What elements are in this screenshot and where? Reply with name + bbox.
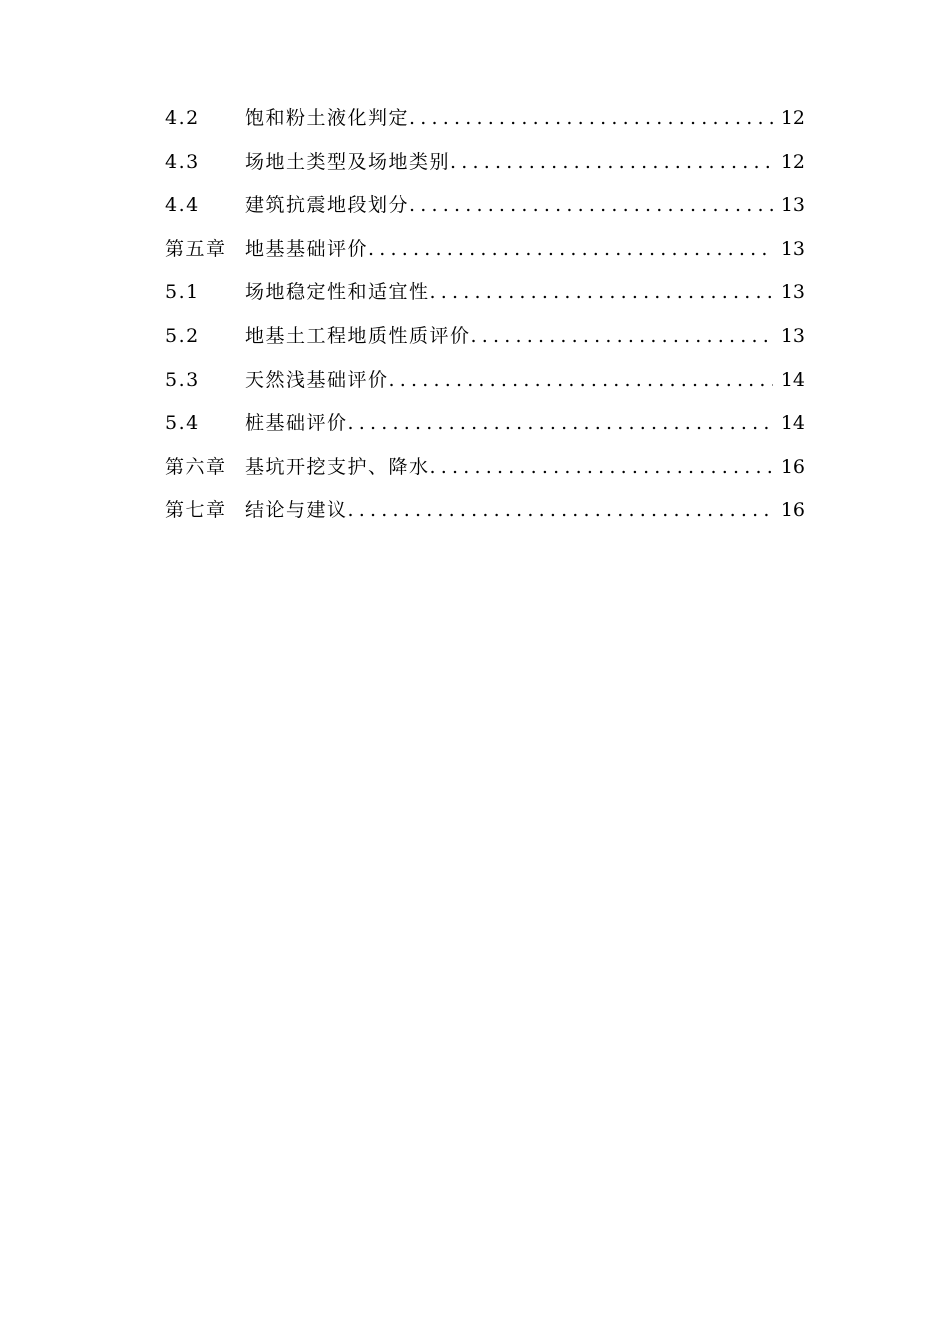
toc-entry-title: 地基土工程地质性质评价 (245, 324, 471, 347)
toc-entry-title: 地基基础评价 (245, 237, 369, 260)
toc-entry-page: 13 (780, 237, 805, 260)
dot-leader (348, 412, 773, 434)
toc-entry-page: 12 (780, 150, 805, 173)
toc-entry-page: 13 (780, 194, 805, 217)
toc-entry-page: 14 (780, 412, 805, 435)
toc-entry-page: 13 (780, 324, 805, 347)
toc-entry-title: 场地稳定性和适宜性 (245, 281, 430, 304)
toc-entry[interactable] (165, 190, 805, 234)
dot-leader (409, 107, 773, 129)
toc-entry-number: 4.2 (165, 107, 200, 129)
toc-entry-number: 5.4 (165, 412, 200, 435)
dot-leader (471, 325, 773, 347)
toc-entry-number: 4.4 (165, 194, 200, 217)
dot-leader (368, 238, 773, 260)
dot-leader (389, 369, 773, 391)
toc-entry-page: 13 (780, 281, 805, 304)
toc-entry[interactable] (165, 147, 805, 191)
toc-entry-number: 第六章 (165, 455, 227, 478)
toc-entry-number: 4.3 (165, 150, 200, 173)
dot-leader (430, 456, 773, 478)
toc-entry-page: 16 (780, 499, 805, 522)
toc-entry[interactable] (165, 495, 805, 539)
toc-entry[interactable] (165, 277, 805, 321)
toc-entry-number: 5.3 (165, 368, 200, 391)
toc-entry[interactable] (165, 103, 805, 147)
table-of-contents (165, 103, 805, 539)
toc-entry-number: 第七章 (165, 499, 227, 522)
toc-entry[interactable] (165, 408, 805, 452)
toc-entry-number: 第五章 (165, 237, 227, 260)
toc-entry-title: 结论与建议 (245, 499, 348, 522)
dot-leader (409, 194, 773, 216)
toc-entry-title: 桩基础评价 (245, 412, 348, 435)
toc-entry[interactable] (165, 321, 805, 365)
toc-entry-number: 5.2 (165, 324, 200, 347)
toc-entry-number: 5.1 (165, 281, 200, 304)
toc-entry-page: 14 (780, 368, 805, 391)
toc-entry[interactable] (165, 365, 805, 409)
toc-entry-page: 16 (780, 455, 805, 478)
toc-entry-title: 建筑抗震地段划分 (245, 194, 410, 217)
toc-entry[interactable] (165, 234, 805, 278)
toc-entry-title: 天然浅基础评价 (245, 368, 389, 391)
toc-entry-title: 基坑开挖支护、降水 (245, 455, 430, 478)
toc-entry-page: 12 (780, 107, 805, 129)
dot-leader (450, 151, 773, 173)
toc-entry[interactable] (165, 452, 805, 496)
dot-leader (348, 499, 773, 521)
dot-leader (430, 281, 773, 303)
toc-entry-title: 场地土类型及场地类别 (245, 150, 451, 173)
toc-entry-title: 饱和粉土液化判定 (245, 107, 410, 129)
